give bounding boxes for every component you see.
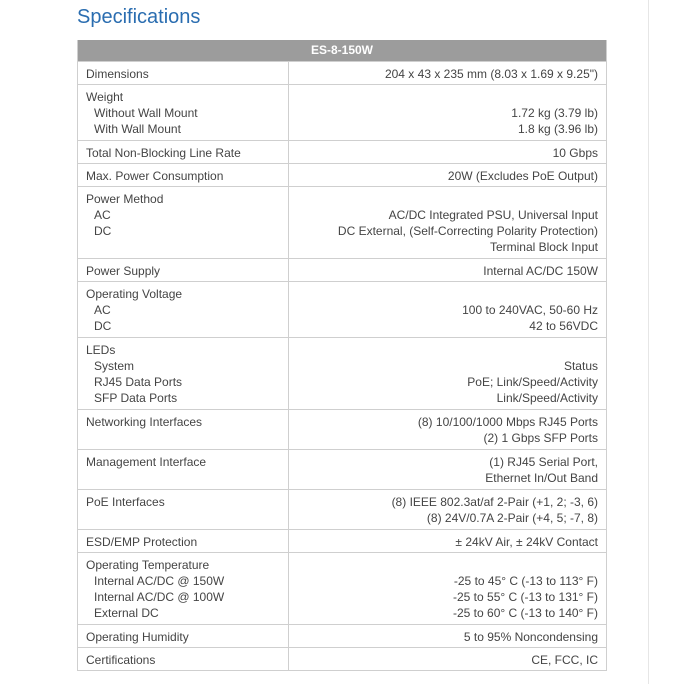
row-value-cell (289, 259, 606, 281)
specs-table (77, 40, 607, 671)
row-label: Weight (86, 90, 124, 104)
row-sublabel: Internal AC/DC @ 150W (94, 574, 225, 588)
row-value: 5 to 95% Noncondensing (463, 630, 598, 644)
row-label: LEDs (86, 343, 116, 357)
row-value (297, 191, 598, 207)
row-value: (8) 24V/0.7A 2-Pair (+4, 5; -7, 8) (426, 511, 598, 525)
row-label: Power Method (86, 192, 164, 206)
row-value: (8) 10/100/1000 Mbps RJ45 Ports (417, 415, 598, 429)
row-label-cell (78, 187, 289, 258)
row-value-cell (289, 85, 606, 140)
row-value-cell (289, 450, 606, 489)
row-label-cell (78, 338, 289, 409)
table-row (78, 552, 606, 624)
table-row (78, 140, 606, 163)
row-label-cell (78, 648, 289, 670)
row-value: (8) IEEE 802.3at/af 2-Pair (+1, 2; -3, 6) (391, 495, 598, 509)
row-sublabel: System (94, 359, 135, 373)
row-value: ± 24kV Air, ± 24kV Contact (455, 535, 598, 549)
row-value: (1) RJ45 Serial Port, (489, 455, 598, 469)
row-value-cell (289, 490, 606, 529)
table-row (78, 529, 606, 552)
row-value: 100 to 240VAC, 50-60 Hz (462, 303, 598, 317)
row-value: 42 to 56VDC (529, 319, 598, 333)
table-row (78, 449, 606, 489)
row-sublabel: DC (94, 319, 112, 333)
row-label: Networking Interfaces (86, 415, 203, 429)
table-body (78, 61, 606, 670)
row-value: DC External, (Self-Correcting Polarity Protection) (337, 224, 598, 238)
table-row (78, 647, 606, 670)
row-sublabel: DC (94, 224, 112, 238)
row-value: 1.72 kg (3.79 lb) (511, 106, 598, 120)
row-value: 20W (Excludes PoE Output) (447, 169, 598, 183)
row-value: 10 Gbps (552, 146, 598, 160)
row-label-cell (78, 625, 289, 647)
row-label-cell (78, 164, 289, 186)
table-row (78, 489, 606, 529)
table-row (78, 61, 606, 84)
row-value: -25 to 45° C (-13 to 113° F) (453, 574, 598, 588)
row-sublabel: AC (94, 208, 111, 222)
row-label-cell (78, 141, 289, 163)
row-label: Operating Temperature (86, 558, 210, 572)
row-sublabel: Without Wall Mount (94, 106, 198, 120)
row-value (297, 557, 598, 573)
table-header: ES-8-150W (78, 40, 606, 61)
row-value: -25 to 60° C (-13 to 140° F) (453, 606, 598, 620)
row-label: PoE Interfaces (86, 495, 165, 509)
row-value-cell (289, 187, 606, 258)
row-value: CE, FCC, IC (531, 653, 598, 667)
row-value (297, 342, 598, 358)
row-value: Terminal Block Input (489, 240, 598, 254)
table-row (78, 186, 606, 258)
row-label-cell (78, 62, 289, 84)
row-label: ESD/EMP Protection (86, 535, 198, 549)
row-label: Management Interface (86, 455, 207, 469)
row-label: Certifications (86, 653, 156, 667)
row-value (297, 89, 598, 105)
row-value: Internal AC/DC 150W (483, 264, 598, 278)
row-value: 204 x 43 x 235 mm (8.03 x 1.69 x 9.25") (384, 67, 598, 81)
row-value: AC/DC Integrated PSU, Universal Input (388, 208, 598, 222)
row-value: Link/Speed/Activity (496, 391, 598, 405)
row-value-cell (289, 338, 606, 409)
row-sublabel: With Wall Mount (94, 122, 181, 136)
row-label-cell (78, 410, 289, 449)
row-label: Power Supply (86, 264, 161, 278)
row-label: Max. Power Consumption (86, 169, 224, 183)
row-value (297, 286, 598, 302)
row-value-cell (289, 164, 606, 186)
row-sublabel: Internal AC/DC @ 100W (94, 590, 225, 604)
row-sublabel: External DC (94, 606, 159, 620)
row-label: Operating Voltage (86, 287, 183, 301)
table-row (78, 409, 606, 449)
table-row (78, 163, 606, 186)
table-row (78, 624, 606, 647)
row-value: Ethernet In/Out Band (485, 471, 598, 485)
row-sublabel: SFP Data Ports (94, 391, 178, 405)
row-label-cell (78, 282, 289, 337)
row-value-cell (289, 282, 606, 337)
row-value-cell (289, 141, 606, 163)
row-label-cell (78, 85, 289, 140)
row-label-cell (78, 553, 289, 624)
row-label: Operating Humidity (86, 630, 189, 644)
table-row (78, 337, 606, 409)
row-label-cell (78, 530, 289, 552)
table-row (78, 84, 606, 140)
row-label: Total Non-Blocking Line Rate (86, 146, 241, 160)
row-value: Status (563, 359, 598, 373)
table-row (78, 258, 606, 281)
row-value: (2) 1 Gbps SFP Ports (483, 431, 598, 445)
row-label-cell (78, 490, 289, 529)
row-label-cell (78, 450, 289, 489)
row-sublabel: RJ45 Data Ports (94, 375, 183, 389)
row-value: 1.8 kg (3.96 lb) (517, 122, 598, 136)
row-value-cell (289, 62, 606, 84)
row-label-cell (78, 259, 289, 281)
row-value-cell (289, 625, 606, 647)
row-sublabel: AC (94, 303, 111, 317)
row-value-cell (289, 410, 606, 449)
table-row (78, 281, 606, 337)
row-label: Dimensions (86, 67, 149, 81)
row-value-cell (289, 553, 606, 624)
row-value-cell (289, 530, 606, 552)
row-value: -25 to 55° C (-13 to 131° F) (453, 590, 598, 604)
page-title: Specifications (77, 6, 201, 28)
row-value-cell (289, 648, 606, 670)
row-value: PoE; Link/Speed/Activity (467, 375, 598, 389)
